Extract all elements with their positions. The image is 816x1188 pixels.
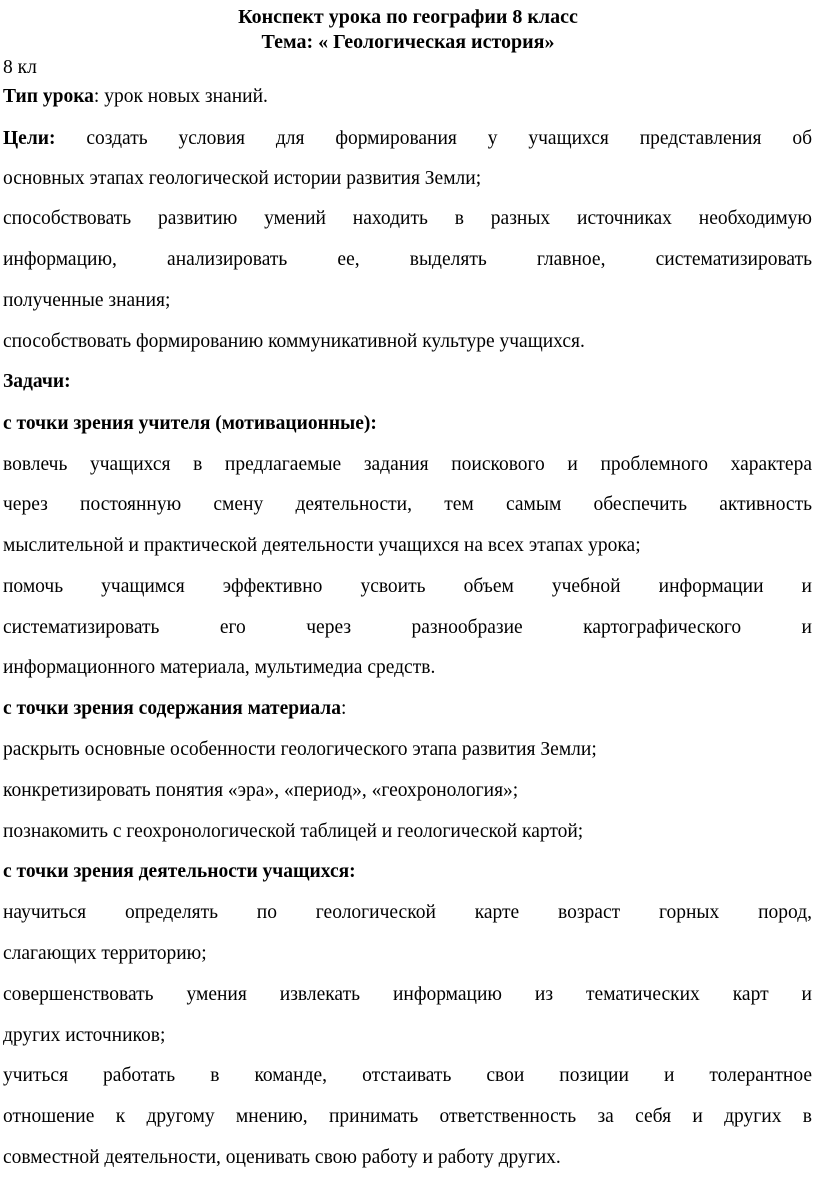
teacher-tasks-heading: с точки зрения учителя (мотивационные): — [3, 413, 377, 434]
goals-line-3: способствовать развитию умений находить в разных источниках необходимую — [3, 208, 812, 229]
teacher-task-line-4: помочь учащимся эффективно усвоить объем учебной информации и — [3, 576, 812, 597]
teacher-task-line-1: вовлечь учащихся в предлагаемые задания поискового и проблемного характера — [3, 454, 812, 475]
student-task-line-3: совершенствовать умения извлекать информацию из тематических карт и — [3, 984, 812, 1005]
student-task-line-1: научиться определять по геологической карте возраст горных пород, — [3, 902, 812, 923]
tasks-heading: Задачи: — [3, 371, 71, 392]
lesson-type-label: Тип урока — [3, 86, 94, 107]
goals-label: Цели: — [3, 128, 56, 149]
document-title: Конспект урока по географии 8 класс — [238, 6, 578, 28]
content-task-line-1: раскрыть основные особенности геологического этапа развития Земли; — [3, 739, 597, 760]
teacher-task-line-6: информационного материала, мультимедиа средств. — [3, 657, 436, 678]
teacher-task-line-3: мыслительной и практической деятельности учащихся на всех этапах урока; — [3, 535, 641, 556]
student-task-line-4: других источников; — [3, 1025, 166, 1046]
goals-line-2: основных этапах геологической истории развития Земли; — [3, 168, 482, 189]
goals-line-4: информацию, анализировать ее, выделять главное, систематизировать — [3, 249, 812, 270]
lesson-type — [3, 85, 812, 109]
student-tasks-heading: с точки зрения деятельности учащихся: — [3, 861, 356, 882]
lesson-topic: Тема: « Геологическая история» — [261, 31, 555, 53]
content-task-line-3: познакомить с геохронологической таблицей и геологической картой; — [3, 821, 584, 842]
goals-line-5: полученные знания; — [3, 290, 171, 311]
content-tasks-heading: с точки зрения содержания материала: — [3, 698, 347, 719]
grade-note: 8 кл — [3, 57, 37, 78]
student-task-line-2: слагающих территорию; — [3, 943, 207, 964]
goals-line-1: Цели: создать условия для формирования у учащихся представления об — [3, 128, 813, 149]
goals-line-6: способствовать формированию коммуникативной культуре учащихся. — [3, 331, 585, 352]
student-task-line-5: учиться работать в команде, отстаивать свои позиции и толерантное — [3, 1065, 812, 1086]
content-task-line-2: конкретизировать понятия «эра», «период», «геохронология»; — [3, 780, 519, 801]
student-task-line-6: отношение к другому мнению, принимать ответственность за себя и других в — [3, 1106, 812, 1127]
teacher-task-line-5: систематизировать его через разнообразие картографического и — [3, 617, 812, 638]
lesson-type-value: : урок новых знаний. — [93, 86, 268, 107]
teacher-task-line-2: через постоянную смену деятельности, тем самым обеспечить активность — [3, 494, 812, 515]
student-task-line-7: совместной деятельности, оценивать свою работу и работу других. — [3, 1147, 561, 1168]
